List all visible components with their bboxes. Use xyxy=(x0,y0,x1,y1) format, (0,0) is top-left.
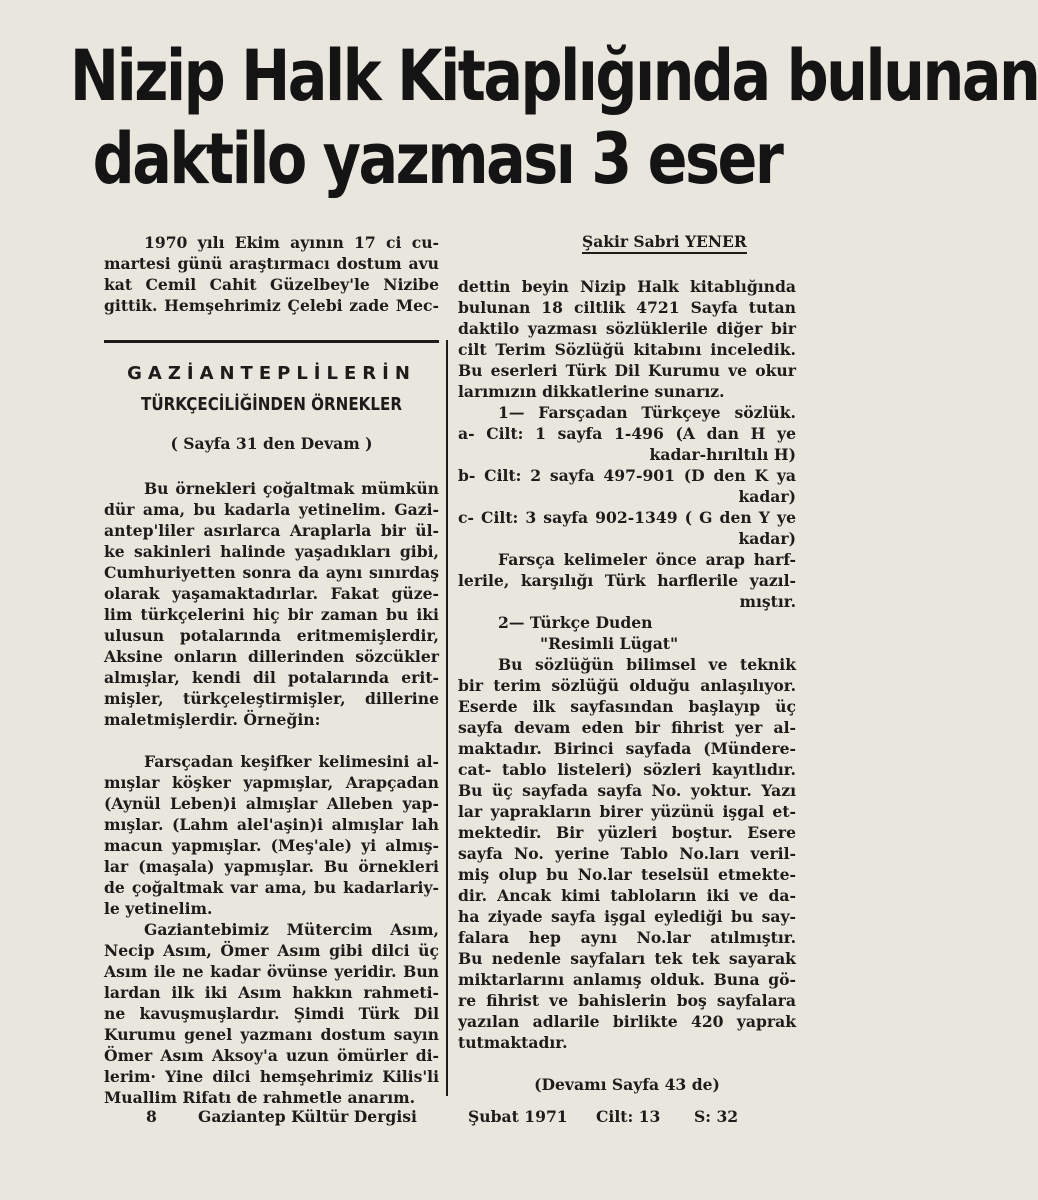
text-line: daktilo yazması sözlüklerile diğer bir xyxy=(458,319,796,338)
text-line: kadar-hırıltılı H) xyxy=(649,445,796,464)
text-line: sayfa devam eden bir fihrist yer al- xyxy=(458,718,796,737)
text-line: kat Cemil Cahit Güzelbey'le Nizibe xyxy=(104,275,439,294)
text-line: le yetinelim. xyxy=(104,899,213,918)
text-line: lar yaprakların birer yüzünü işgal et- xyxy=(458,802,796,821)
text-line: mışlar köşker yapmışlar, Arapçadan xyxy=(104,773,439,792)
left-column-body xyxy=(104,478,439,1108)
text-line: Farsçadan keşifker kelimesini al- xyxy=(144,752,439,771)
text-line: lerile, karşılığı Türk harflerile yazıl- xyxy=(458,571,796,590)
text-line: mışlar. (Lahm alel'aşin)i almışlar lah xyxy=(104,815,439,834)
text-line: maktadır. Birinci sayfada (Mündere- xyxy=(458,739,796,758)
right-column-body xyxy=(458,276,796,1095)
headline-line-2: daktilo yazması 3 eser xyxy=(92,118,782,200)
text-line: (Aynül Leben)i almışlar Alleben yap- xyxy=(104,794,439,813)
text-line: Aksine onların dillerinden sözcükler xyxy=(104,647,439,666)
text-line: c- Cilt: 3 sayfa 902-1349 ( G den Y ye xyxy=(458,508,796,527)
text-line: 1— Farsçadan Türkçeye sözlük. xyxy=(498,403,796,422)
text-line: Bu örnekleri çoğaltmak mümkün xyxy=(144,479,439,498)
text-line: tutmaktadır. xyxy=(458,1033,568,1052)
text-line: lar (maşala) yapmışlar. Bu örnekleri xyxy=(104,857,439,876)
text-line: Eserde ilk sayfasından başlayıp üç xyxy=(458,697,796,716)
text-line: mektedir. Bir yüzleri boştur. Esere xyxy=(458,823,796,842)
text-line: larımızın dikkatlerine sunarız. xyxy=(458,382,725,401)
text-line: lerim· Yine dilci hemşehrimiz Kilis'li xyxy=(104,1067,439,1086)
intro-paragraph xyxy=(104,232,439,316)
text-line: Bu sözlüğün bilimsel ve teknik xyxy=(498,655,796,674)
text-line: ke sakinleri halinde yaşadıkları gibi, xyxy=(104,542,439,561)
text-line: Bu nedenle sayfaları tek tek sayarak xyxy=(458,949,796,968)
text-line: almışlar, kendi dil potalarında erit- xyxy=(104,668,439,687)
continued-note: (Devamı Sayfa 43 de) xyxy=(534,1075,720,1094)
footer-issue: S: 32 xyxy=(694,1107,739,1126)
text-line: dir. Ancak kimi tabloların iki ve da- xyxy=(458,886,796,905)
text-line: dür ama, bu kadarla yetinelim. Gazi- xyxy=(104,500,439,519)
text-line: mişler, türkçeleştirmişler, dillerine xyxy=(104,689,439,708)
text-line: mıştır. xyxy=(739,592,796,611)
text-line: Ömer Asım Aksoy'a uzun ömürler di- xyxy=(104,1046,439,1065)
text-line: ha ziyade sayfa işgal eylediği bu say- xyxy=(458,907,796,926)
text-line: kadar) xyxy=(738,529,796,548)
section-title-line-2: TÜRKÇECİLİĞİNDEN ÖRNEKLER xyxy=(141,394,402,415)
text-line: yazılan adlarile birlikte 420 yaprak xyxy=(458,1012,796,1031)
text-line: re fihrist ve bahislerin boş sayfalara xyxy=(458,991,796,1010)
text-line: dettin beyin Nizip Halk kitablığında xyxy=(458,277,796,296)
text-line: miş olup bu No.lar teselsül etmekte- xyxy=(458,865,796,884)
headline-line-1: Nizip Halk Kitaplığında bulunan xyxy=(69,35,1038,117)
text-line: bulunan 18 ciltlik 4721 Sayfa tutan xyxy=(458,298,796,317)
text-line: maletmişlerdir. Örneğin: xyxy=(104,710,321,729)
text-line: 1970 yılı Ekim ayının 17 ci cu- xyxy=(144,233,439,252)
text-line: sayfa No. yerine Tablo No.ları veril- xyxy=(458,844,796,863)
text-line: a- Cilt: 1 sayfa 1-496 (A dan H ye xyxy=(458,424,796,443)
text-line: cilt Terim Sözlüğü kitabını inceledik. xyxy=(458,340,796,359)
text-line: Asım ile ne kadar övünse yeridir. Bun xyxy=(104,962,439,981)
text-line: antep'liler asırlarca Araplarla bir ül- xyxy=(104,521,439,540)
text-line: de çoğaltmak var ama, bu kadarlariy- xyxy=(104,878,439,897)
text-line: Bu üç sayfada sayfa No. yoktur. Yazı xyxy=(458,781,796,800)
text-line: ne kavuşmuşlardır. Şimdi Türk Dil xyxy=(104,1004,439,1023)
section-subtitle: ( Sayfa 31 den Devam ) xyxy=(170,434,373,453)
footer-page-number: 8 xyxy=(146,1107,157,1126)
text-line: b- Cilt: 2 sayfa 497-901 (D den K ya xyxy=(458,466,796,485)
author-name: Şakir Sabri YENER xyxy=(582,232,747,254)
section-title-line-1: GAZİANTEPLİLERİN xyxy=(127,363,416,384)
text-line: Necip Asım, Ömer Asım gibi dilci üç xyxy=(104,941,439,960)
text-line: macun yapmışlar. (Meş'ale) yi almış- xyxy=(104,836,439,855)
text-line: Gaziantebimiz Mütercim Asım, xyxy=(144,920,439,939)
text-line: bir terim sözlüğü olduğu anlaşılıyor. xyxy=(458,676,796,695)
text-line: Bu eserleri Türk Dil Kurumu ve okur xyxy=(458,361,796,380)
text-line: martesi günü araştırmacı dostum avu xyxy=(104,254,439,273)
footer-date: Şubat 1971 xyxy=(468,1107,568,1126)
text-line: olarak yaşamaktadırlar. Fakat güze- xyxy=(104,584,439,603)
section-divider xyxy=(104,340,439,343)
text-line: falara hep aynı No.lar atılmıştır. xyxy=(458,928,796,947)
text-line: Cumhuriyetten sonra da aynı sınırdaş xyxy=(104,563,439,582)
text-line: ulusun potalarında eritmemişlerdir, xyxy=(104,626,439,645)
footer-magazine-name: Gaziantep Kültür Dergisi xyxy=(198,1107,417,1126)
text-line: cat- tablo listeleri) sözleri kayıtlıdır. xyxy=(458,760,796,779)
text-line: 2— Türkçe Duden xyxy=(498,613,653,632)
text-line: lardan ilk iki Asım hakkın rahmeti- xyxy=(104,983,439,1002)
text-line: Kurumu genel yazmanı dostum sayın xyxy=(104,1025,439,1044)
text-line: kadar) xyxy=(738,487,796,506)
text-line: lim türkçelerini hiç bir zaman bu iki xyxy=(104,605,439,624)
text-line: "Resimli Lügat" xyxy=(540,634,679,653)
text-line: miktarlarını anlamış olduk. Buna gö- xyxy=(458,970,796,989)
text-line: gittik. Hemşehrimiz Çelebi zade Mec- xyxy=(104,296,439,315)
text-line: Muallim Rifatı de rahmetle anarım. xyxy=(104,1088,416,1107)
column-divider xyxy=(446,340,448,1096)
footer-volume: Cilt: 13 xyxy=(596,1107,661,1126)
text-line: Farsça kelimeler önce arap harf- xyxy=(498,550,796,569)
